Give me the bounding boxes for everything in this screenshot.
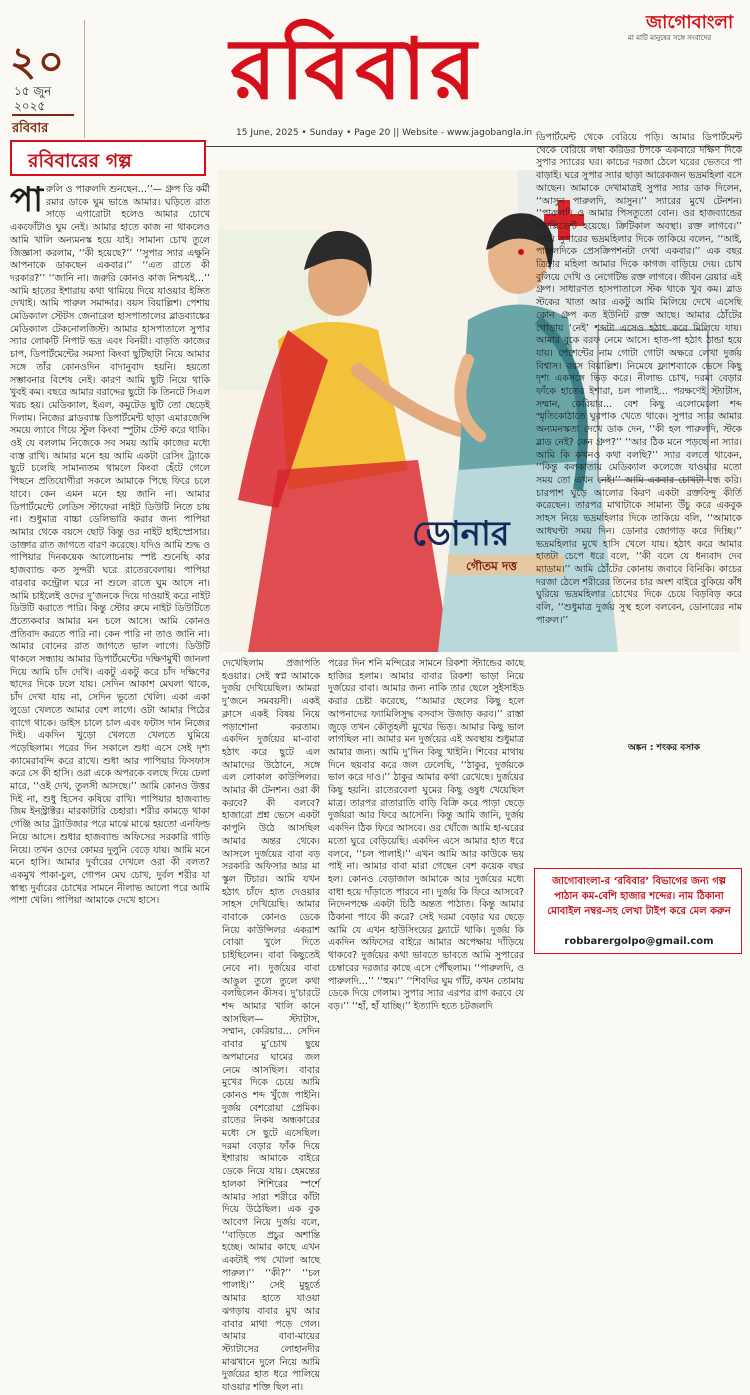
- page-number: ২০: [10, 38, 67, 85]
- issue-date-year: ২০২৫: [14, 99, 46, 113]
- story-column-4: ডিপার্টমেন্ট থেকে বেরিয়ে পড়ি। আমার ডিপার্টমেন্ট থেকে বেরিয়ে লম্বা করিডর টপকে একবারে দক্ষিণ দিকে সুপার স্যারের ঘর। কাচের দরজা ঠেলে ঘরের ভেতরে পা বাড়াই। ঘরে সুপার স্যার ছাড়া আরেকজন ভদ্রমহিলা বসে আছেন। আমাকে দেখামাত্রই সুপার স্যার ডাক দিলেন, ‘‘আসুন পারুলদি, আসুন।’’ স্যারের মুখে টেনশন। ‘‘পারুলদি ও আমার পিসতুতো বোন। ওর হাজব্যান্ডের অ্যাক্সিডেন্ট হয়েছে। ক্রিটিকাল অবস্থা। রক্ত লাগবে।’’ আমি সুপারের ভদ্রমহিলার দিকে তাকিয়ে বলেন, ‘‘আই, পারুলদিকে প্রেসক্রিপশনটা দেখা একবার।’’ এক বছর ত্রিশের মহিলা আমার দিকে কাগজ বাড়িয়ে দেয়। চোখ বুলিয়ে দেখি ও নেগেটিভ রক্ত লাগবে। জীবন রেয়ার এই গ্রুপ। সাধারণত হাসপাতালে স্টক থাকে খুব কম। ব্লাড স্টকের খাতা আর একটু আমি মিলিয়ে দেখে এসেছি কোন গ্রুপ কত ইউনিট রক্ত আছে। আমার ঠোঁটের গোড়ায় ‘নেই’ শব্দটা এসেও হঠাৎ করে মিলিয়ে যায়। আমার বুকে বরফ নেমে আসে। হাত-পা হঠাৎ ঠান্ডা হয়ে যায়। পেশেন্টের নাম গোটা গোটা অক্ষরে লেখা দুর্জয় বিশ্বাস। বয়স বিয়াল্লিশ। নিমেষে ফ্ল্যাশব্যাকে ভেসে কিছু দৃশ্য একসঙ্গে ভিড় করে। নীলাভ চোখ, দরমা বেড়ার ফাঁকে হাতের ইশারা, চল পালাই… পরক্ষণেই স্ট্যাটাস, সম্মান, কেরিয়ার… বেশ কিছু এলোমেলো শব্দ স্মৃতিকোঠাতে ঘুরপাক খেতে থাকে। সুপার স্যার আমার অন্যমনস্কতা দেখে ডাক দেন, ‘‘কী হল পারুলদি, স্টকে ব্লাড নেই? কেন গ্রুপ?’’ ‘‘আর ঠিক মনে পড়ছে না স্যার। আমি কি কখনও কথা বলছি?’’ স্যার বলতে থাকেন, ‘‘কিন্তু কলকাতায় মেডিক্যাল কলেজে যাওয়ার মতো সময় তো এখন নেই।’’ আমি একবার চোখটা বন্ধ করি। চারপাশ ঘুড়ে আলোর কিরণ একটা রক্তবিন্দু কীর্তি করেছেন। তারপর মাথাটাকে সামান্য উঁচু করে একবুক সাহস নিয়ে ভদ্রমহিলার দিকে তাকিয়ে বলি, ‘‘আমাকে আধঘণ্টা সময় দিন। ডোনার জোগাড় করে দিচ্ছি।’’ ভদ্রমহিলার মুখে হাসি খেলে যায়। হঠাৎ করে আমার হাতটা চেপে ধরে বলে, ‘‘কী বলে যে ধন্যবাদ দেব ম্যাডাম।’’ আমি ঠোঁটের কোনায় জবাবে বিনিকি। কাচের দরজা ঠেলে শরীরের তিনের চার অংশ বাইরে বুকিয়ে কাঁধ ঘুরিয়ে ভদ্রমহিলার চোখের দিকে চেয়ে বিড়বিড় করে বলি, ‘‘শুধুমাত্র দুর্জয় সুস্থ হলে বলবেন, ডোনারের নাম পারুল।’’: [536, 132, 742, 626]
- section-masthead-title: রবিবার: [230, 19, 481, 118]
- dateline: 15 June, 2025 • Sunday • Page 20 || Website - www.jagobangla.in: [236, 128, 533, 138]
- story-dropcap: পা: [10, 180, 43, 220]
- issue-date-day-month: ১৫ জুন: [14, 84, 52, 98]
- story-column-2: দেখেছিলাম প্রজাপতি হওয়ার। সেই স্বপ্ন আমাকে দুর্জয় দেখিয়েছিল। আমরা দু’জনে সমবয়সী। একই ক্লাসে একই বিষয় নিয়ে পড়াশোনা করতাম। একদিন দুর্জয়ের মা-বাবা হঠাৎ করে ছুটে এল আমাদের উঠোনে, সঙ্গে এল লোকাল কাউন্সিলর। আমার কী টেনশন। ওরা কী করবে? কী বলবে? হাজারো প্রশ্ন ভেসে একটা কাপুনি উঠে আসছিল আমার অন্তর থেকে। আসলে দুর্জয়ের বাবা বড় সরকারি অফিসার আর মা স্কুল টিচার। আমি যখন হঠাৎ চাঁদে হাত দেওয়ার সাহস দেখিয়েছি। আমার বাবাকে কোনও ডেকে নিয়ে কাউন্সিলর একরাশ বোঝা খুলে দিতে চাইছিলেন। বাবা কিছুতেই নেবে না। দুর্জয়ের বাবা আঙুল তুলে তুলে কথা বলছিলেন কীসব। দু’চারটে শব্দ আমার খালি কানে আসছিল— স্ট্যাটাস, সম্মান, কেরিয়ার… সেদিন বাবার মু’চোখ ছুয়ে অপমানের ঘামের জল নেমে আসছিল। বাবার মুখের দিকে চেয়ে আমি কোনও শব্দ খুঁজে পাইনি। দুর্জয় বেশরোয়া প্রেমিক। রাতের নিকষ অন্ধকারের মধ্যে সে ছুটে এসেছিল। দরমা বেড়ার ফাঁক দিয়ে ইশারায় আমাকে বাইরে ডেকে নিয়ে যায়। হেমন্তের হালকা শিশিরের স্পর্শে আমার সারা শরীরে কাঁটা দিয়ে উঠেছিল। এক বুক আবেগ নিয়ে দুর্জয় বলে, ‘‘বাড়িতে প্রচুর অশান্তি হচ্ছে। আমার কাছে এখন একটাই পথ খোলা আছে পারুল।’’ ‘‘কী?’’ ‘‘চল পালাই।’’ সেই মুহূর্তে আমার হাতে যাওয়া ঝগড়ায় বাবার মুখ আর বাবার মাথা পড়ে গেল। আমার বাবা-মায়ের স্ট্যাটাসের লোহানদীর মাঝখানে দুলে নিয়ে আমি দুর্জয়ের হাত ধরে পালিয়ে যাওয়ার শক্তি ছিল না।: [222, 658, 320, 1394]
- story-column-1: [10, 180, 211, 954]
- story-title: ডোনার: [412, 514, 510, 554]
- story-column-1-text: রুলি ও পারুলদি শুনছেন…’’— গ্রুপ ডি কর্মী রমার ডাকে ঘুম ভাঙে আমার। ঘড়িতে রাত সাড়ে এগারোটা হলেও আমার চোখে একফোঁটাও ঘুম নেই। আমার হাতে কাজ না থাকলেও আমি খালি অন্যমনস্ক হয়ে যাই। সামান্য চোখ তুলে জিজ্ঞাসা করলাম, ‘‘কী হয়েছে?’’ ‘‘সুপার স্যার এক্ষুনি আপনাকে ডাকছেন একবার।’’ ‘‘এত রাতে কী দরকার?’’ ‘‘জানি না। জরুরি কোনও কাজ নিশ্চয়ই…’’ আমি হাতের ইশারায় কথা থামিয়ে দিয়ে যাওয়ার ইঙ্গিত দেখাই। আমি পারুল সমাদ্দার। বয়স বিয়াল্লিশ। পেশায় মেডিক্যাল স্টেটস জেনারেল হাসপাতালের ব্লাডব্যাঙ্কের মেডিক্যাল টেকনোলজিস্ট। আমার হাসপাতালে সুপার স্যার লোকটি নিপাট ভদ্র এবং বিনয়ী। বাড়তি কাজের চাপ, ডিপার্টমেন্টের সমস্যা কিংবা ছুটিছাটা নিয়ে আমার সঙ্গে তাঁর কোনওদিন বাদানুবাদ হয়নি। হয়তো সম্ভাবনার বিশেষ নেই। কারণ আমি ছুটি নিয়ে থাকি খুবই কম। বছরে আমার বরাদ্দের ছুটো কি তিনটে সিএল খরচ হয়। মেডিক্যাল, ইএল, কমুটেড ছুটি তো ছেড়েই দিলাম। নিজের ব্লাডব্যাঙ্ক ডিপার্টমেন্ট ছাড়া এমারজেন্সি সময়ে ল্যাবে গিয়ে স্টুল কিংবা স্পুটাম টেস্ট করে থাকি। ওই যে বললাম নিজেকে সব সময় আমি কাজের মধ্যে ব্যস্ত রাখি। আমার মনে হয় আমি একটা রেসিং ট্র্যাকে ছুটে চলেছি সামান্যতম থামলে কিংবা হেঁটে গেলে পিছনে প্রতিযোগীরা সকলে আমাকে পিছে ফিরে চলে যাবে। কেন এমন মনে হয় জানি না। আমার ডিপার্টমেন্টে লেডিস স্টাফেরা নাইট ডিউটি নিতে চায় না। শুধুমাত্র বাচ্চা ডেলিভারি করার জন্য পাপিয়া আমার থেকে বয়সে ছোট কিন্তু ওর নাইট হাইস্প্রেসার। ডাক্তার রাত জাগতে বারণ করেছে। যদিও আমি শুদ্ধ ও পাপিয়ার দিনকয়েক আলোচনায় স্পষ্ট শুনেছি কার হাজব্যান্ড কত সুন্দরী ঘরে রাতেরবেলায়। পাপিয়া বারবার কন্ট্রোল ঘরে না শুলে রাতে ঘুম আসে না। আমি চাইলেই ওদের দু’জনকে দিয়ে দাওয়াই করে নাইট ডিউটি করাতে পারি। কিন্তু স্টোর রুমে নাইট ডিউটিতে প্রত্যেকবার আমার মন চলে আসে। আমি কোনও প্রতিবাদ করতে পারি না। কেন পারি না তাও জানি না। আমার বোনের রাত জাগতে ভাল লাগে। ডিউটি থাকলে সন্ধ্যায় আমার ডিপার্টমেন্টের দক্ষিণমুখী জানলা দিয়ে আমি চাঁদ দেখি। একটু একটু করে চাঁদ দক্ষিণের ছাদের দিকে ঢলে যায়। সেদিন আকাশ মেঘলা থাকে, চাঁদ দেখা যায় না, সেদিন ভূতো খেলি। একা একা লুডো খেলতে আমার বেশ লাগে। ওটা আমার পিঠের ব্যাগে থাকে। ডাইস চালে চাল এবং ফটাস দান নিজের দিই। একদিন খুড়ো খেলতে খেলতে ঘুমিয়ে পড়েছিলাম। পরের দিন সকালে শুধা এসে সেই দৃশ্য ক্যামেরাবন্দি করে রাখে। শুধা আর পাপিয়ার ফিসফাস করে সে কী হাসি। ওরা একে অপরকে বলছে দিয়ে ঢেলা মারে, ‘‘ওই দেখ, তুলসী আসছে।’’ আমি কোনও উত্তর দিই না, শুধু হিসেব কষিয়ে রাখি। পাপিয়ার হাজব্যান্ড জিম ইনস্ট্রাক্টর। মারকাটারি চেহারা। শরীর কামড়ে থাকা গেঞ্জি আর ট্র্যাউজার পরে মাঝে মাঝে হয়তো এনফিল্ড নিয়ে আসে। শুধার হাজব্যান্ড অফিসের সরকারি গাড়ি নিয়ে। তখন ওদের কোমর দুলুনি বেড়ে যায়। আমি মনে মনে হাসি। আমার দুর্বারের দেখলে ওরা কী বলত? একমুখ পাকা-চুল, গোপন মেঘ চোখ, দুর্বল শরীর যা স্বাস্থ্য দুর্বারের চোখের সামনে নীলাভ আলো পরে আমি পাশা খেলি। পাপিয়া আমাকে দেখে হাসে।: [10, 184, 211, 907]
- story-author: গৌতম দত্ত: [466, 559, 517, 573]
- newspaper-logo: জাগোবাংলা: [646, 12, 734, 33]
- submission-promo-text: জাগোবাংলা-র ‘রবিবার’ বিভাগের জন্য গল্প পাঠান কম-বেশি হাজার শব্দের। নাম ঠিকানা মোবাইল নম্বর-সহ লেখা টাইপ করে মেল করুন: [547, 876, 731, 917]
- issue-date: [14, 84, 51, 114]
- story-column-3: পরের দিন শনি মন্দিরের সামনে রিকশা স্ট্যান্ডের কাছে হাজির হলাম। আমার বাবার রিকশা ভাড়া নিয়ে দুর্জয়ের বাবা। আমার জন্য নাকি তার ছেলে সুইসাইড করার চেষ্টা করেছে, ‘‘আমার ছেলের কিছু হলে আপনাদের ফ্যামিলিসুদ্ধ বসবাস উজাড় করব।’’ রাস্তা জুড়ে তখন কৌতূহলী মুখের ভিড়। আমার কিছু ভাল লাগছিল না। আমার মন দুর্জয়ের এই অবস্থায় শুধুমাত্র আমার জন্য। আমি দু’দিন কিছু খাইনি। শিবের মাথায় দিনে ছয়বার করে জল ঢেলেছি, ‘‘ঠাকুর, দুর্জয়কে ভাল করে দাও।’’ ঠাকুর আমার কথা রেখেছে। দুর্জয়ের কিছু হয়নি। রাতেরবেলা ঘুমের কিছু ওষুধ খেয়েছিল মাত্র। তারপর রাতারাতি বাড়ি বিক্রি করে পাড়া ছেড়ে দুর্জয়রা আর ফিরে আসেনি। কিন্তু আমি জানি, দুর্জয় একদিন ঠিক ফিরে আসবে। ওর খোঁজে আমি হা-ঘরের মতো ঘুরে বেড়িয়েছি। একদিন এসে আমার হাত ধরে বলবে, ‘‘চল পালাই।’’ এখন আমি আর কাউকে ভয় পাই না। আমার বাবা মারা গেছেন বেশ কয়েক বছর হল। কোনও বেড়াজাল আমাকে আর দুর্জয়ের মধ্যে বাধা হয়ে দাঁড়াতে পারবে না। দুর্জয় কি ফিরে আসবে? নিদেনপক্ষে একটা চিঠি অন্তত পাঠাত। কিন্তু আমার ঠিকানা পাবে কী করে? সেই দরমা বেড়ার ঘর ছেড়ে আমি যে এখন হাউসিংয়ের ফ্ল্যাটে থাকি। দুর্জয় কি একদিন অফিসের বাইরে আমার অপেক্ষায় দাঁড়িয়ে থাকবে? দুর্জয়ের কথা ভাবতে ভাবতে আমি সুপারের চেম্বারের দরজার কাছে এসে পৌঁছলাম। ‘‘পারুলদি, ও পারুলদি…’’ ‘‘হুম।’’ ‘‘শিবদির ঘুম গাঁট, কখন তোমায় ডেকে দিয়ে গেলাম। সুপার স্যার এরপর রাগ করবে যে বড়।’’ ‘‘হাঁ, হাঁ যাচ্ছি।’’ ইত্যাদি হতে চটজলদি: [328, 658, 524, 1012]
- submission-email-link[interactable]: robbarergolpo@gmail.com: [564, 936, 714, 947]
- issue-day: রবিবার: [12, 121, 49, 136]
- section-heading: রবিবারের গল্প: [28, 150, 132, 172]
- masthead-divider: [84, 20, 85, 138]
- newspaper-tagline: মা মাটি মানুষের সঙ্গে সংবাদের: [628, 34, 712, 42]
- date-divider: [12, 114, 74, 116]
- illustrator-credit: অঙ্কন : শংকর বসাক: [628, 743, 701, 753]
